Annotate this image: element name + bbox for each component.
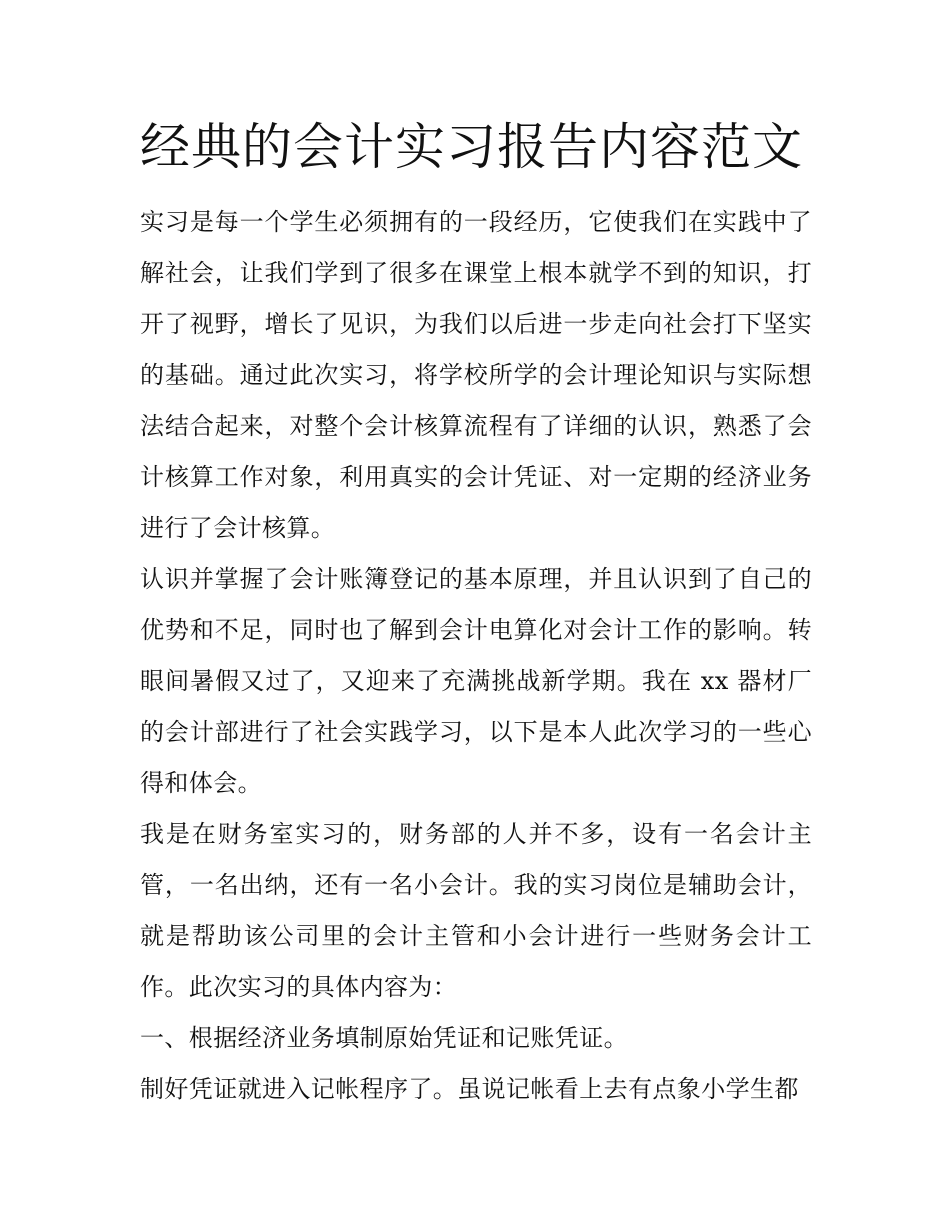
paragraph-bookkeeping: 制好凭证就进入记帐程序了。虽说记帐看上去有点象小学生都 xyxy=(140,1075,799,1103)
document-body xyxy=(140,197,812,1115)
paragraph-ledger: 认识并掌握了会计账簿登记的基本原理，并且认识到了自己的优势和不足，同时也了解到会计电算化对会计工作的影响。转眼间暑假又过了，又迎来了充满挑战新学期。我在 xx 器材厂的会计部进行了社会实践学习，以下是本人此次学习的一些心得和体会。 xyxy=(140,565,812,797)
document-title: 经典的会计实习报告内容范文 xyxy=(140,118,803,176)
paragraph-item-one: 一、根据经济业务填制原始凭证和记账凭证。 xyxy=(140,1024,628,1052)
paragraph-finance-office: 我是在财务室实习的，财务部的人并不多，设有一名会计主管，一名出纳，还有一名小会计。我的实习岗位是辅助会计，就是帮助该公司里的会计主管和小会计进行一些财务会计工作。此次实习的具体内容为： xyxy=(140,820,812,1001)
paragraph-intro: 实习是每一个学生必须拥有的一段经历，它使我们在实践中了解社会，让我们学到了很多在课堂上根本就学不到的知识，打开了视野，增长了见识，为我们以后进一步走向社会打下坚实的基础。通过此次实习，将学校所学的会计理论知识与实际想法结合起来，对整个会计核算流程有了详细的认识，熟悉了会计核算工作对象，利用真实的会计凭证、对一定期的经济业务进行了会计核算。 xyxy=(140,208,812,542)
